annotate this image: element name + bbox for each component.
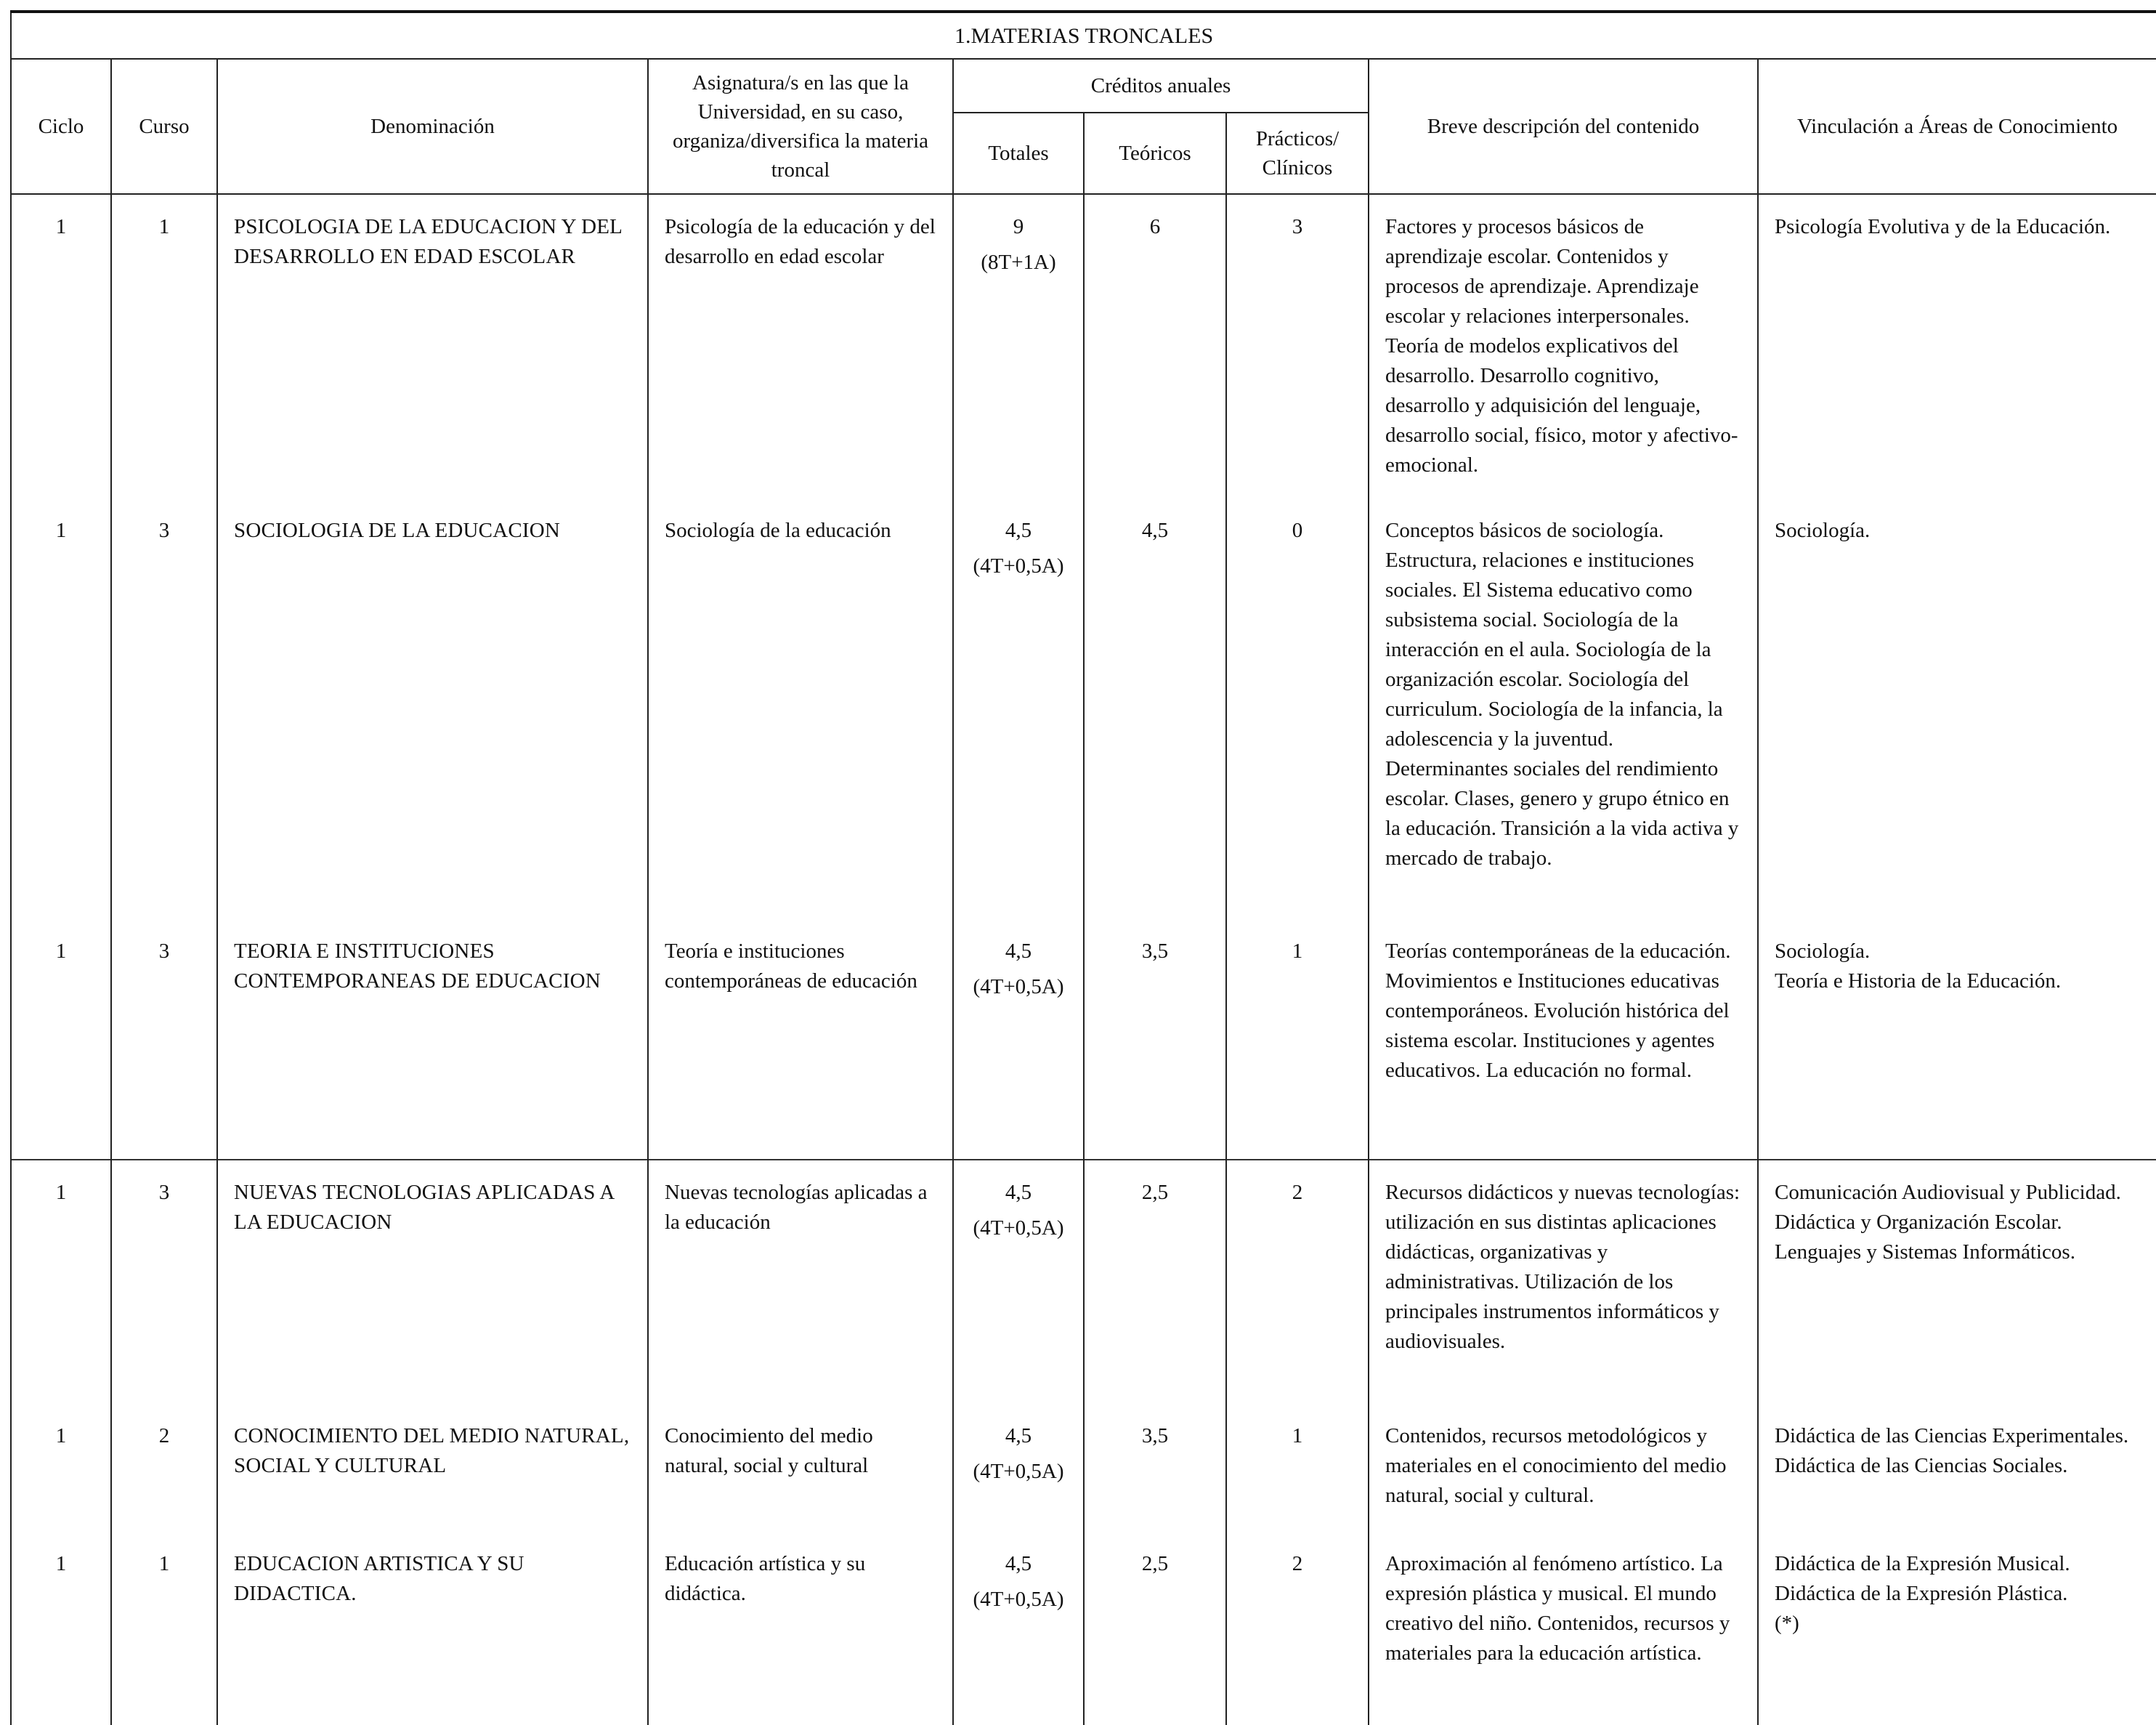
cell-ciclo: 1 (11, 919, 111, 1160)
cell-curso: 3 (111, 1160, 217, 1404)
totales-value: 4,5 (1005, 1552, 1032, 1575)
cell-practicos: 1 (1226, 919, 1369, 1160)
cell-asignatura: Sociología de la educación (648, 498, 953, 919)
document-page (10, 10, 2156, 1665)
cell-descripcion: Contenidos, recursos metodológicos y materiales en el conocimiento del medio natural, social y cultural. (1369, 1404, 1758, 1532)
cell-teoricos: 3,5 (1084, 1404, 1226, 1532)
header-practicos: Prácticos/ Clínicos (1226, 113, 1369, 194)
table-row (11, 919, 2156, 1160)
cell-curso: 1 (111, 194, 217, 498)
header-denominacion: Denominación (217, 59, 648, 194)
totales-detalle: (4T+0,5A) (973, 975, 1064, 998)
cell-totales (953, 1160, 1084, 1404)
header-creditos: Créditos anuales (953, 59, 1369, 113)
cell-ciclo: 1 (11, 1160, 111, 1404)
cell-vinculacion: Sociología. Teoría e Historia de la Educación. (1758, 919, 2156, 1160)
header-curso: Curso (111, 59, 217, 194)
cell-ciclo: 1 (11, 194, 111, 498)
cell-asignatura: Psicología de la educación y del desarrollo en edad escolar (648, 194, 953, 498)
table-body (11, 194, 2156, 1725)
table-row (11, 498, 2156, 919)
cell-totales (953, 1532, 1084, 1725)
header-asignatura: Asignatura/s en las que la Universidad, en su caso, organiza/diversifica la materia troncal (648, 59, 953, 194)
cell-descripcion: Factores y procesos básicos de aprendizaje escolar. Contenidos y procesos de aprendizaje. Aprendizaje escolar y relaciones interpersonales. Teoría de modelos explicativos del desarrollo. Desarrollo cognitivo, desarrollo y adquisición del lenguaje, desarrollo social, físico, motor y afectivo-emocional. (1369, 194, 1758, 498)
cell-practicos: 0 (1226, 498, 1369, 919)
cell-descripcion: Aproximación al fenómeno artístico. La expresión plástica y musical. El mundo creativo del niño. Contenidos, recursos y materiales para la educación artística. (1369, 1532, 1758, 1725)
cell-totales (953, 919, 1084, 1160)
totales-value: 4,5 (1005, 1181, 1032, 1204)
cell-teoricos: 2,5 (1084, 1160, 1226, 1404)
cell-ciclo: 1 (11, 498, 111, 919)
cell-descripcion: Recursos didácticos y nuevas tecnologías: utilización en sus distintas aplicaciones didácticas, organizativas y administrativas. Utilización de los principales instrumentos informáticos y audiovisuales. (1369, 1160, 1758, 1404)
totales-detalle: (4T+0,5A) (973, 554, 1064, 578)
cell-descripcion: Conceptos básicos de sociología. Estructura, relaciones e instituciones sociales. El Sistema educativo como subsistema social. Sociología de la interacción en el aula. Sociología de la organización escolar. Sociología del curriculum. Sociología de la infancia, la adolescencia y la juventud. Determinantes sociales del rendimiento escolar. Clases, genero y grupo étnico en la educación. Transición a la vida activa y mercado de trabajo. (1369, 498, 1758, 919)
cell-totales (953, 1404, 1084, 1532)
cell-denominacion: CONOCIMIENTO DEL MEDIO NATURAL, SOCIAL Y CULTURAL (217, 1404, 648, 1532)
cell-totales (953, 498, 1084, 919)
totales-detalle: (4T+0,5A) (973, 1588, 1064, 1611)
table-row (11, 1404, 2156, 1532)
cell-descripcion: Teorías contemporáneas de la educación. Movimientos e Instituciones educativas contemporáneos. Evolución histórica del sistema escolar. Instituciones y agentes educativos. La educación no formal. (1369, 919, 1758, 1160)
cell-curso: 3 (111, 919, 217, 1160)
cell-curso: 2 (111, 1404, 217, 1532)
table-row (11, 1532, 2156, 1725)
cell-ciclo: 1 (11, 1532, 111, 1725)
cell-vinculacion: Psicología Evolutiva y de la Educación. (1758, 194, 2156, 498)
table-row (11, 1160, 2156, 1404)
cell-teoricos: 4,5 (1084, 498, 1226, 919)
cell-curso: 1 (111, 1532, 217, 1725)
cell-denominacion: EDUCACION ARTISTICA Y SU DIDACTICA. (217, 1532, 648, 1725)
cell-asignatura: Conocimiento del medio natural, social y cultural (648, 1404, 953, 1532)
cell-asignatura: Nuevas tecnologías aplicadas a la educación (648, 1160, 953, 1404)
header-ciclo: Ciclo (11, 59, 111, 194)
cell-teoricos: 2,5 (1084, 1532, 1226, 1725)
header-teoricos: Teóricos (1084, 113, 1226, 194)
cell-practicos: 3 (1226, 194, 1369, 498)
cell-denominacion: TEORIA E INSTITUCIONES CONTEMPORANEAS DE EDUCACION (217, 919, 648, 1160)
cell-ciclo: 1 (11, 1404, 111, 1532)
cell-vinculacion: Sociología. (1758, 498, 2156, 919)
header-descripcion: Breve descripción del contenido (1369, 59, 1758, 194)
cell-practicos: 2 (1226, 1532, 1369, 1725)
cell-teoricos: 6 (1084, 194, 1226, 498)
totales-value: 9 (1013, 215, 1024, 238)
cell-teoricos: 3,5 (1084, 919, 1226, 1160)
cell-vinculacion: Comunicación Audiovisual y Publicidad. Didáctica y Organización Escolar. Lenguajes y Sistemas Informáticos. (1758, 1160, 2156, 1404)
cell-asignatura: Teoría e instituciones contemporáneas de educación (648, 919, 953, 1160)
totales-detalle: (8T+1A) (981, 251, 1056, 274)
cell-vinculacion: Didáctica de las Ciencias Experimentales. Didáctica de las Ciencias Sociales. (1758, 1404, 2156, 1532)
cell-totales (953, 194, 1084, 498)
totales-value: 4,5 (1005, 940, 1032, 963)
cell-denominacion: SOCIOLOGIA DE LA EDUCACION (217, 498, 648, 919)
cell-practicos: 2 (1226, 1160, 1369, 1404)
header-totales: Totales (953, 113, 1084, 194)
cell-curso: 3 (111, 498, 217, 919)
cell-asignatura: Educación artística y su didáctica. (648, 1532, 953, 1725)
totales-value: 4,5 (1005, 519, 1032, 542)
materias-troncales-table (10, 10, 2156, 1725)
totales-value: 4,5 (1005, 1424, 1032, 1447)
cell-denominacion: PSICOLOGIA DE LA EDUCACION Y DEL DESARROLLO EN EDAD ESCOLAR (217, 194, 648, 498)
cell-vinculacion: Didáctica de la Expresión Musical. Didáctica de la Expresión Plástica. (*) (1758, 1532, 2156, 1725)
table-title: 1.MATERIAS TRONCALES (11, 12, 2156, 59)
table-row (11, 194, 2156, 498)
header-vinculacion: Vinculación a Áreas de Conocimiento (1758, 59, 2156, 194)
cell-denominacion: NUEVAS TECNOLOGIAS APLICADAS A LA EDUCACION (217, 1160, 648, 1404)
cell-practicos: 1 (1226, 1404, 1369, 1532)
totales-detalle: (4T+0,5A) (973, 1216, 1064, 1240)
totales-detalle: (4T+0,5A) (973, 1460, 1064, 1483)
